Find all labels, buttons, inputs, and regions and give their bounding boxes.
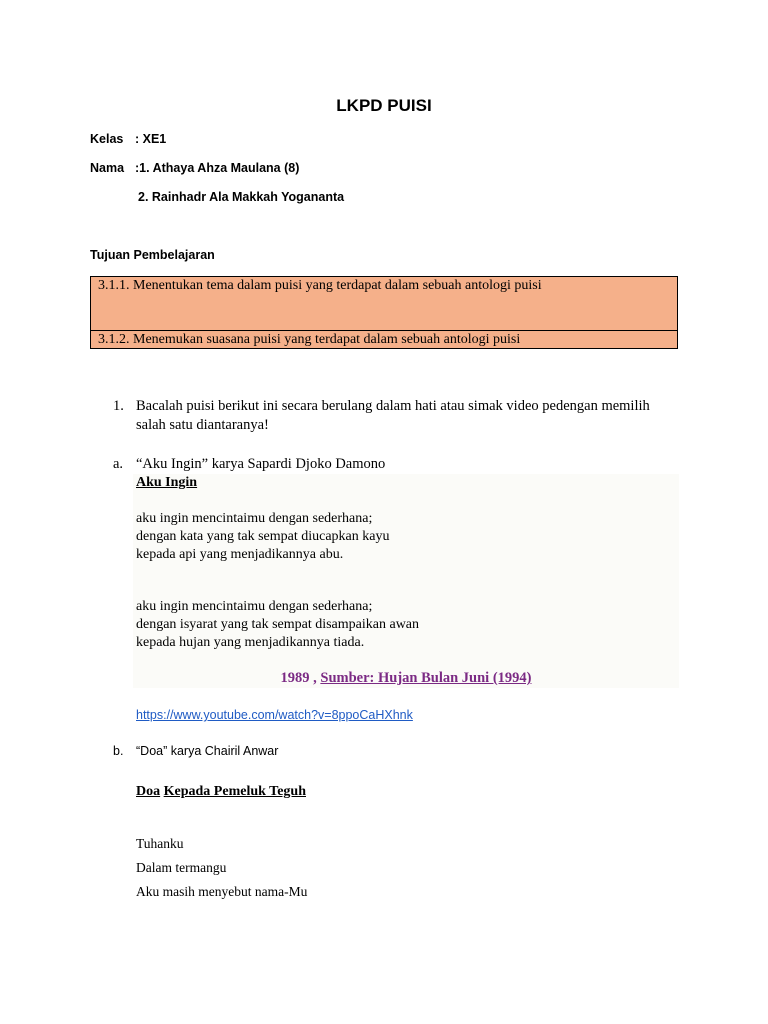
poem-b-marker: b. bbox=[113, 744, 124, 758]
objective-row-2: 3.1.2. Menemukan suasana puisi yang terdapat dalam sebuah antologi puisi bbox=[98, 332, 521, 347]
poem-a-marker: a. bbox=[113, 456, 124, 472]
poem-a-source-year: 1989 , bbox=[280, 670, 317, 686]
poem-b-caption: “Doa” karya Chairil Anwar bbox=[136, 744, 279, 758]
poem-b-line: Tuhanku bbox=[136, 836, 184, 851]
instruction-number: 1. bbox=[113, 398, 124, 414]
nama-value-1: :1. Athaya Ahza Maulana (8) bbox=[135, 161, 300, 175]
poem-a-source-text: Sumber: Hujan Bulan Juni (1994) bbox=[320, 670, 532, 686]
poem-b-line: Aku masih menyebut nama-Mu bbox=[136, 884, 308, 899]
poem-a-source bbox=[133, 670, 679, 687]
poem-a-line: dengan isyarat yang tak sempat disampaikan awan bbox=[136, 617, 420, 632]
poem-b-title-part-1: Doa bbox=[136, 784, 161, 799]
kelas-value: : XE1 bbox=[135, 132, 167, 146]
instruction-line-2: salah satu diantaranya! bbox=[136, 417, 269, 433]
poem-a-caption: “Aku Ingin” karya Sapardi Djoko Damono bbox=[136, 456, 386, 472]
objective-row-1: 3.1.1. Menentukan tema dalam puisi yang terdapat dalam sebuah antologi puisi bbox=[98, 278, 542, 293]
poem-b-line: Dalam termangu bbox=[136, 860, 227, 875]
objectives-table bbox=[90, 276, 678, 349]
poem-a-title: Aku Ingin bbox=[136, 475, 198, 490]
instruction-line-1: Bacalah puisi berikut ini secara berulang dalam hati atau simak video pedengan memilih bbox=[136, 398, 650, 414]
poem-b-title-part-2: Kepada Pemeluk Teguh bbox=[163, 784, 306, 799]
poem-a-line: kepada api yang menjadikannya abu. bbox=[136, 547, 344, 562]
poem-b-title bbox=[136, 784, 306, 800]
page-title: LKPD PUISI bbox=[336, 96, 432, 115]
objective-divider bbox=[91, 330, 677, 331]
nama-label: Nama bbox=[90, 161, 125, 175]
poem-a-line: kepada hujan yang menjadikannya tiada. bbox=[136, 635, 365, 650]
poem-a-line: aku ingin mencintaimu dengan sederhana; bbox=[136, 599, 373, 614]
poem-a-line: dengan kata yang tak sempat diucapkan kayu bbox=[136, 529, 390, 544]
kelas-label: Kelas bbox=[90, 132, 124, 146]
poem-a-line: aku ingin mencintaimu dengan sederhana; bbox=[136, 511, 373, 526]
objectives-heading: Tujuan Pembelajaran bbox=[90, 248, 215, 262]
nama-value-2: 2. Rainhadr Ala Makkah Yogananta bbox=[138, 190, 345, 204]
video-link[interactable]: https://www.youtube.com/watch?v=8ppoCaHXhnk bbox=[136, 708, 413, 722]
poem-a-box bbox=[133, 474, 679, 688]
